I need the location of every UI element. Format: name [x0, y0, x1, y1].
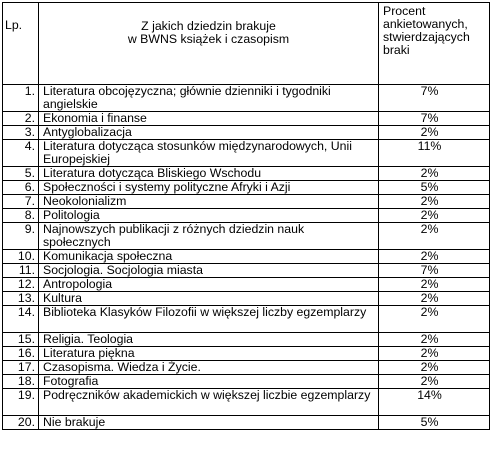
row-number: 3.	[3, 126, 39, 140]
row-percent: 2%	[379, 278, 490, 292]
row-number: 4.	[3, 140, 39, 167]
row-number: 13.	[3, 292, 39, 306]
row-percent: 2%	[379, 209, 490, 223]
table-header	[3, 3, 490, 85]
row-percent: 11%	[379, 140, 490, 167]
row-number: 10.	[3, 250, 39, 264]
table-body	[3, 85, 490, 430]
row-domain: Antropologia	[39, 278, 379, 292]
row-number: 19.	[3, 389, 39, 416]
table-row	[3, 181, 490, 195]
survey-table-container	[2, 2, 490, 430]
row-percent: 2%	[379, 333, 490, 347]
row-domain: Biblioteka Klasyków Filozofii w większej liczby egzemplarzy	[39, 306, 379, 333]
row-percent: 7%	[379, 264, 490, 278]
table-row	[3, 292, 490, 306]
table-row	[3, 361, 490, 375]
table-row	[3, 209, 490, 223]
row-domain: Ekonomia i finanse	[39, 112, 379, 126]
row-domain: Kultura	[39, 292, 379, 306]
row-domain: Fotografia	[39, 375, 379, 389]
row-percent: 5%	[379, 416, 490, 430]
row-number: 17.	[3, 361, 39, 375]
row-domain: Neokolonializm	[39, 195, 379, 209]
row-percent: 2%	[379, 126, 490, 140]
row-number: 5.	[3, 167, 39, 181]
table-row	[3, 85, 490, 112]
row-domain: Literatura dotycząca stosunków międzynarodowych, Unii Europejskiej	[39, 140, 379, 167]
header-percent	[379, 3, 490, 85]
row-percent: 2%	[379, 361, 490, 375]
row-domain: Socjologia. Socjologia miasta	[39, 264, 379, 278]
table-row	[3, 278, 490, 292]
row-number: 11.	[3, 264, 39, 278]
table-row	[3, 140, 490, 167]
table-row	[3, 195, 490, 209]
table-row	[3, 167, 490, 181]
row-domain: Antyglobalizacja	[39, 126, 379, 140]
row-domain: Literatura piękna	[39, 347, 379, 361]
table-row	[3, 264, 490, 278]
header-domain-line-2: w BWNS książek i czasopism	[127, 32, 290, 46]
header-row	[3, 3, 490, 85]
row-domain: Literatura obcojęzyczna; głównie dzienniki i tygodniki angielskie	[39, 85, 379, 112]
row-number: 12.	[3, 278, 39, 292]
row-domain: Religia. Teologia	[39, 333, 379, 347]
row-percent: 2%	[379, 375, 490, 389]
header-domain	[39, 3, 379, 85]
row-percent: 5%	[379, 181, 490, 195]
header-percent-line-1: Procent	[383, 4, 426, 18]
row-percent: 7%	[379, 112, 490, 126]
header-percent-line-3: stwierdzających	[383, 30, 470, 44]
row-percent: 2%	[379, 250, 490, 264]
row-domain: Podręczników akademickich w większej liczbie egzemplarzy	[39, 389, 379, 416]
header-percent-line-4: braki	[383, 43, 410, 57]
row-domain: Społeczności i systemy polityczne Afryki i Azji	[39, 181, 379, 195]
table-row	[3, 347, 490, 361]
row-number: 8.	[3, 209, 39, 223]
row-percent: 14%	[379, 389, 490, 416]
header-domain-line-1: Z jakich dziedzin brakuje	[141, 19, 276, 33]
row-percent: 2%	[379, 292, 490, 306]
table-row	[3, 375, 490, 389]
row-number: 6.	[3, 181, 39, 195]
row-number: 9.	[3, 223, 39, 250]
row-percent: 2%	[379, 223, 490, 250]
table-row	[3, 416, 490, 430]
row-domain: Czasopisma. Wiedza i Życie.	[39, 361, 379, 375]
row-percent: 2%	[379, 195, 490, 209]
row-domain: Nie brakuje	[39, 416, 379, 430]
table-row	[3, 250, 490, 264]
table-row	[3, 306, 490, 333]
row-percent: 2%	[379, 306, 490, 333]
row-domain: Literatura dotycząca Bliskiego Wschodu	[39, 167, 379, 181]
row-number: 14.	[3, 306, 39, 333]
row-number: 20.	[3, 416, 39, 430]
row-number: 15.	[3, 333, 39, 347]
header-lp: Lp.	[3, 3, 39, 85]
row-percent: 2%	[379, 167, 490, 181]
row-domain: Politologia	[39, 209, 379, 223]
row-number: 1.	[3, 85, 39, 112]
row-domain: Komunikacja społeczna	[39, 250, 379, 264]
row-number: 7.	[3, 195, 39, 209]
row-domain: Najnowszych publikacji z różnych dziedzin nauk społecznych	[39, 223, 379, 250]
row-number: 2.	[3, 112, 39, 126]
table-row	[3, 223, 490, 250]
table-row	[3, 389, 490, 416]
row-percent: 2%	[379, 347, 490, 361]
row-number: 16.	[3, 347, 39, 361]
table-row	[3, 112, 490, 126]
header-percent-line-2: ankietowanych,	[383, 17, 468, 31]
row-number: 18.	[3, 375, 39, 389]
row-percent: 7%	[379, 85, 490, 112]
survey-table	[2, 2, 490, 430]
table-row	[3, 126, 490, 140]
table-row	[3, 333, 490, 347]
